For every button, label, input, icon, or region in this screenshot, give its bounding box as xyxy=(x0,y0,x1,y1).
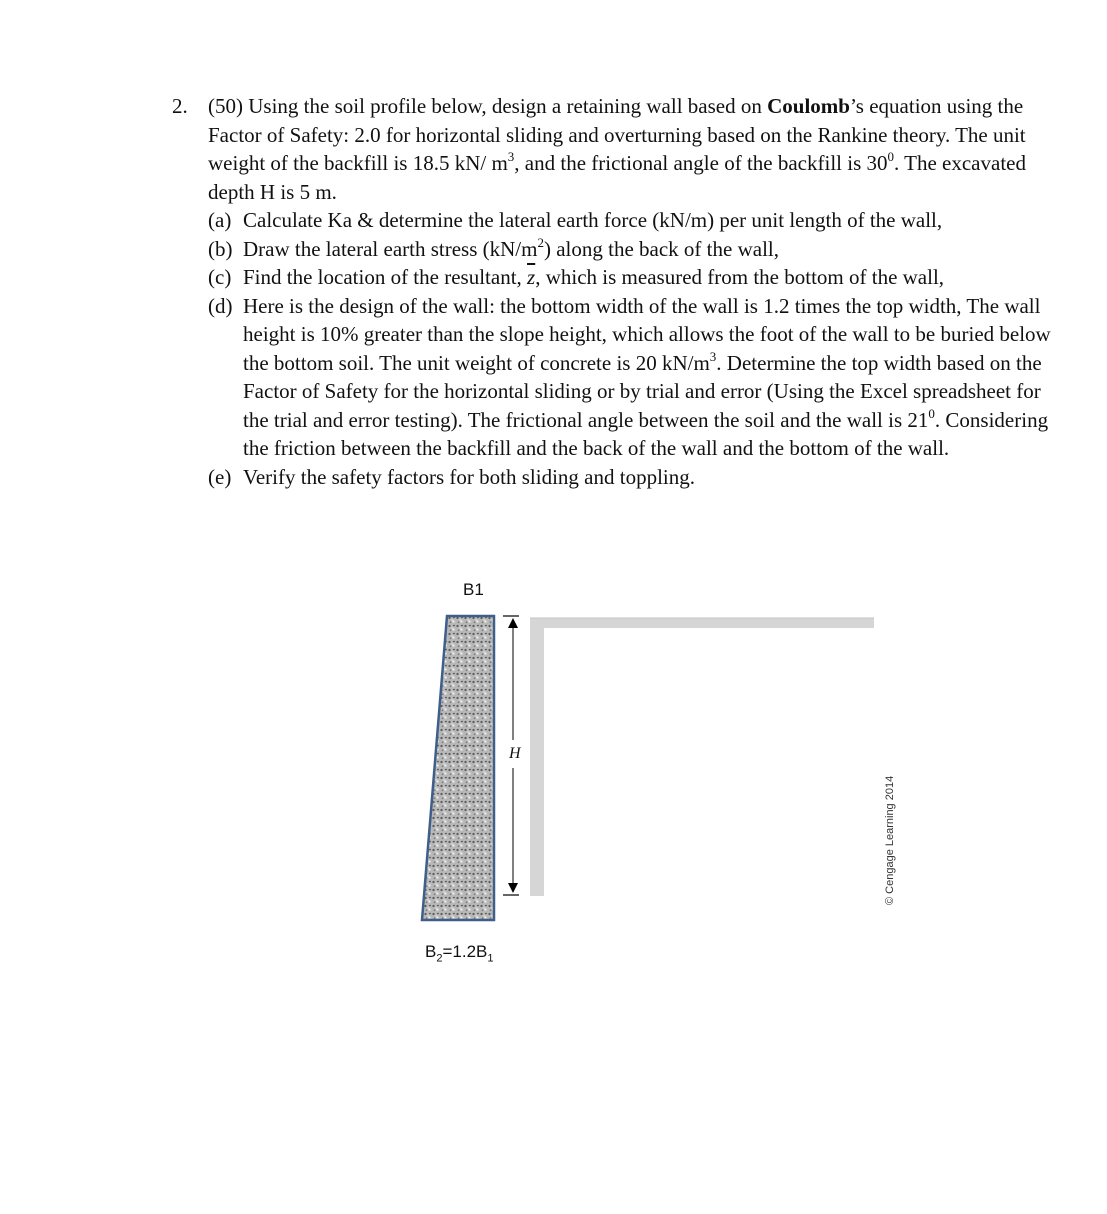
ground-surface xyxy=(530,618,874,628)
part-label: (d) xyxy=(208,293,233,318)
part-text: ) along the back of the wall, xyxy=(543,236,779,261)
part-label: (b) xyxy=(208,236,233,261)
part-text: Draw the lateral earth stress (kN/m xyxy=(243,236,538,261)
top-width-label: B1 xyxy=(463,580,484,599)
part-sup: 2 xyxy=(537,234,544,250)
bottom-width-sub-a: 2 xyxy=(436,952,443,965)
intro-sup-2: 0 xyxy=(887,149,895,164)
bottom-width-sub-b: 1 xyxy=(487,952,494,965)
part-label: (e) xyxy=(208,464,232,489)
problem-points: (50) xyxy=(208,94,243,118)
height-label: H xyxy=(509,745,521,762)
part-sup: 0 xyxy=(928,405,935,421)
part-text: Calculate Ka & determine the lateral earth force (kN/m) per unit length of the wall, xyxy=(243,208,943,232)
soil-cut-face xyxy=(530,618,544,896)
intro-text-c: , and the frictional angle of the backfill is 30 xyxy=(514,151,888,175)
intro-text-d: . The excavated depth H is 5 m. xyxy=(208,151,1026,204)
part-text: Here is the design of the wall: the bottom width of the wall is 1.2 times the top width, The wall height is 10% greater than the slope height, which allows the foot of the wall to be buried below the bottom soil. The unit weight of concrete is 20 kN/m xyxy=(243,293,1051,375)
part-text: , which is measured from the bottom of the wall, xyxy=(535,265,945,289)
part-label: (c) xyxy=(208,265,232,289)
intro-text-a: Using the soil profile below, design a retaining wall based on xyxy=(248,94,762,118)
intro-text-b: ’s equation using the Factor of Safety: 2.0 for horizontal sliding and overturning based on the Rankine theory. The unit weight of the backfill is 18.5 kN/ m xyxy=(208,94,1026,175)
part-text: Verify the safety factors for both sliding and toppling. xyxy=(243,464,695,489)
problem-number: 2. xyxy=(172,94,188,118)
part-label: (a) xyxy=(208,208,232,232)
part-text: . Determine the top width based on the Factor of Safety for the horizontal sliding or by trial and error (Using the Excel spreadsheet for the trial and error testing). The frictional angle between the soil and the wall is 21 xyxy=(243,350,1042,432)
part-text: . Considering the friction between the backfill and the back of the wall and the bottom of the wall. xyxy=(243,407,1049,460)
bottom-width-label-b: =1.2B xyxy=(442,942,488,961)
height-arrow-down xyxy=(508,883,518,893)
part-text: Find the location of the resultant, xyxy=(243,265,522,289)
height-arrow-up xyxy=(508,618,518,628)
intro-bold-coulomb: Coulomb xyxy=(767,94,850,118)
bottom-width-label-a: B xyxy=(425,942,437,961)
copyright-notice: © Cengage Learning 2014 xyxy=(884,775,896,905)
part-sup: 3 xyxy=(709,348,717,364)
intro-sup-1: 3 xyxy=(507,149,515,164)
retaining-wall xyxy=(422,616,494,920)
z-bar-symbol: $\overline{z}$ xyxy=(527,265,536,289)
bottom-width-label xyxy=(425,942,494,964)
